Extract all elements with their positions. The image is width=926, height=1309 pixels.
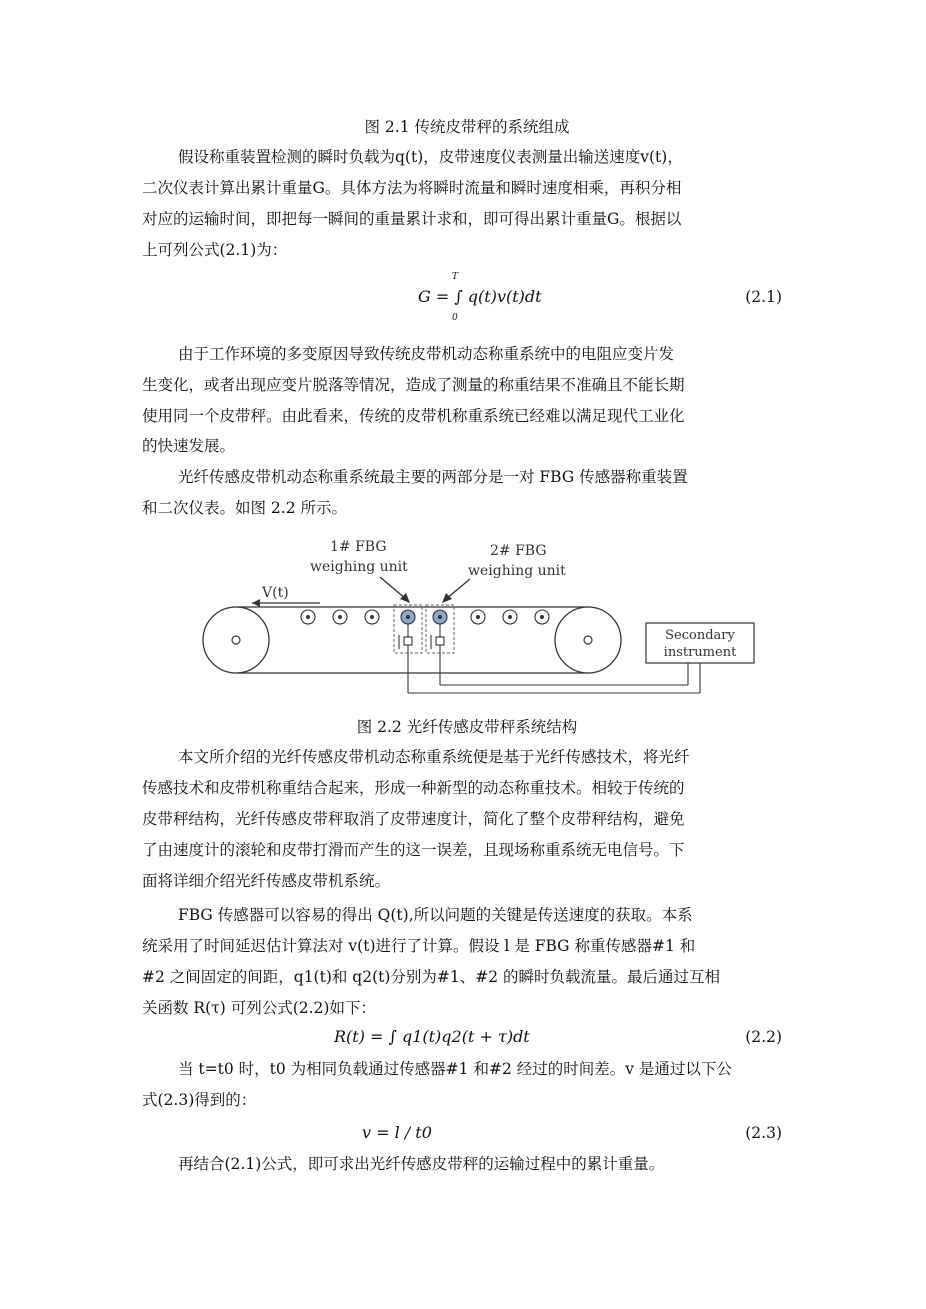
fbg-unit1-sensor xyxy=(404,637,412,645)
equation-2-2-number: (2.2) xyxy=(745,1028,782,1046)
para4-line4: 了由速度计的滚轮和皮带打滑而产生的这一误差，且现场称重系统无电信号。下 xyxy=(142,841,685,859)
equation-2-1: G = ∫ q(t)v(t)dt xyxy=(418,287,542,306)
para4-line5: 面将详细介绍光纤传感皮带机系统。 xyxy=(142,872,391,890)
eq1-lower-limit: 0 xyxy=(452,313,458,323)
equation-2-1-number: (2.1) xyxy=(745,288,782,306)
idler-roller-hub xyxy=(370,615,374,619)
fbg-unit2-sensor xyxy=(436,637,444,645)
idler-roller-hub xyxy=(306,615,310,619)
fbg-unit1-roller-hub xyxy=(406,615,410,619)
idler-roller-hub xyxy=(540,615,544,619)
para5-line1: FBG 传感器可以容易的得出 Q(t),所以问题的关键是传送速度的获取。本系 xyxy=(178,906,693,924)
speed-label: V(t) xyxy=(262,585,289,601)
para6-line2: 式(2.3)得到的： xyxy=(142,1091,257,1109)
para4-line3: 皮带秤结构，光纤传感皮带秤取消了皮带速度计，简化了整个皮带秤结构，避免 xyxy=(142,810,685,828)
idler-roller-hub xyxy=(508,615,512,619)
para1-line1: 假设称重装置检测的瞬时负载为q(t)，皮带速度仪表测量出输送速度v(t)， xyxy=(178,148,683,166)
fbg-unit2-roller-hub xyxy=(438,615,442,619)
left-pulley xyxy=(203,607,269,673)
right-pulley xyxy=(555,607,621,673)
para6-line1: 当 t=t0 时，t0 为相同负载通过传感器#1 和#2 经过的时间差。v 是通过以下公 xyxy=(178,1060,732,1078)
secondary-instrument-label-line1: Secondary xyxy=(665,628,735,643)
para2-line1: 由于工作环境的多变原因导致传统皮带机动态称重系统中的电阻应变片发 xyxy=(178,345,675,363)
unit2-label-line2: weighing unit xyxy=(468,563,566,579)
secondary-instrument-label-line2: instrument xyxy=(663,645,737,660)
conveyor-diagram xyxy=(200,533,760,705)
para7-line1: 再结合(2.1)公式，即可求出光纤传感皮带秤的运输过程中的累计重量。 xyxy=(178,1155,665,1173)
para3-line1: 光纤传感皮带机动态称重系统最主要的两部分是一对 FBG 传感器称重装置 xyxy=(178,468,688,486)
para5-line2: 统采用了时间延迟估计算法对 v(t)进行了计算。假设 l 是 FBG 称重传感器#1 和 xyxy=(142,937,696,955)
eq1-upper-limit: T xyxy=(452,272,459,282)
unit1-label-line1: 1# FBG xyxy=(330,539,387,555)
figure-2-2-diagram xyxy=(200,533,760,705)
para5-line4: 关函数 R(τ) 可列公式(2.2)如下： xyxy=(142,999,376,1017)
para2-line2: 生变化，或者出现应变片脱落等情况，造成了测量的称重结果不准确且不能长期 xyxy=(142,376,685,394)
para3-line2: 和二次仪表。如图 2.2 所示。 xyxy=(142,499,348,517)
para5-line3: #2 之间固定的间距，q1(t)和 q2(t)分别为#1、#2 的瞬时负载流量。最后通过互相 xyxy=(142,968,721,986)
para1-line3: 对应的运输时间，即把每一瞬间的重量累计求和，即可得出累计重量G。根据以 xyxy=(142,210,682,228)
unit1-pointer-arrow xyxy=(380,577,406,599)
para1-line2: 二次仪表计算出累计重量G。具体方法为将瞬时流量和瞬时速度相乘，再积分相 xyxy=(142,179,682,197)
idler-roller-hub xyxy=(476,615,480,619)
speed-arrow-head xyxy=(252,599,260,607)
para1-line4: 上可列公式(2.1)为： xyxy=(142,241,288,259)
equation-2-3-number: (2.3) xyxy=(745,1124,782,1142)
equation-2-3: v = l / t0 xyxy=(362,1123,432,1142)
figure-2-1-caption: 图 2.1 传统皮带秤的系统组成 xyxy=(364,118,570,136)
para4-line1: 本文所介绍的光纤传感皮带机动态称重系统便是基于光纤传感技术，将光纤 xyxy=(178,748,690,766)
equation-2-2: R(t) = ∫ q1(t)q2(t + τ)dt xyxy=(334,1027,530,1046)
para4-line2: 传感技术和皮带机称重结合起来，形成一种新型的动态称重技术。相较于传统的 xyxy=(142,779,685,797)
para2-line4: 的快速发展。 xyxy=(142,437,236,455)
figure-2-2-caption: 图 2.2 光纤传感皮带秤系统结构 xyxy=(356,718,578,736)
idler-roller-hub xyxy=(338,615,342,619)
unit2-pointer-arrow xyxy=(446,579,470,599)
unit2-label-line1: 2# FBG xyxy=(490,543,547,559)
para2-line3: 使用同一个皮带秤。由此看来，传统的皮带机称重系统已经难以满足现代工业化 xyxy=(142,407,685,425)
unit1-label-line2: weighing unit xyxy=(310,559,408,575)
